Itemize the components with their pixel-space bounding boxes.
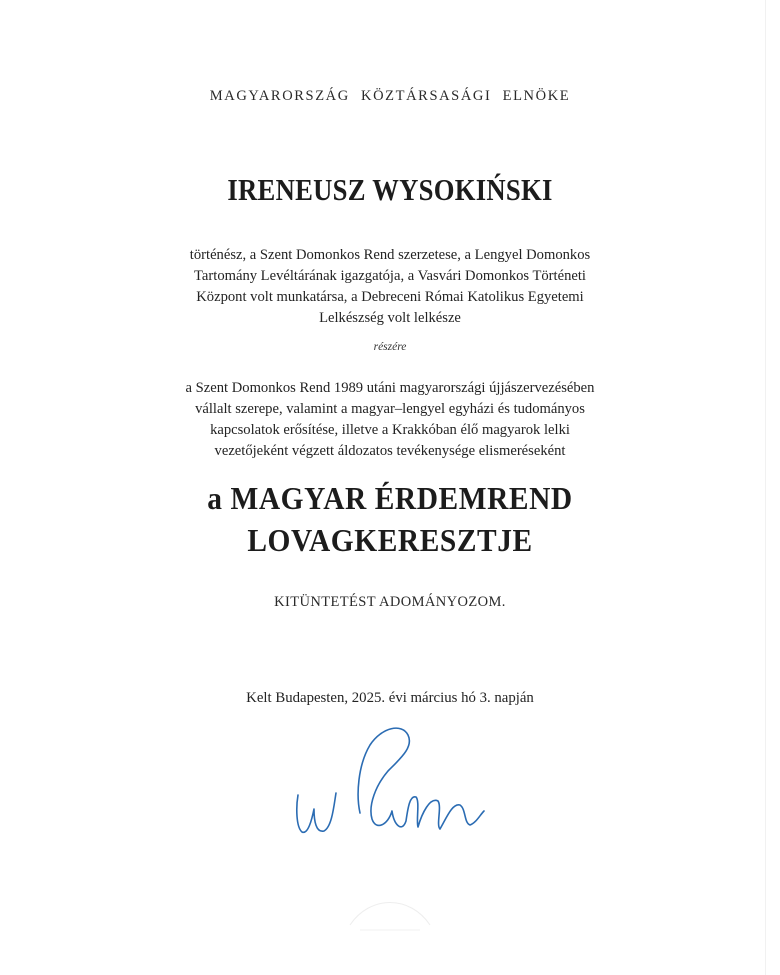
faint-seal-mark [340, 875, 440, 935]
reason-line: vállalt szerepe, valamint a magyar–lengyel egyházi és tudományos [195, 401, 585, 417]
grant-statement: KITÜNTETÉST ADOMÁNYOZOM. [274, 594, 506, 610]
award-title-line2: LOVAGKERESZTJE [247, 522, 533, 558]
description-line: Tartomány Levéltárának igazgatója, a Vasvári Domonkos Történeti [194, 268, 586, 284]
reason-line: vezetőjeként végzett áldozatos tevékenysége elismeréseként [214, 443, 566, 459]
date-line: Kelt Budapesten, 2025. évi március hó 3. napján [246, 690, 534, 706]
reason-line: a Szent Domonkos Rend 1989 utáni magyarországi újjászervezésében [185, 380, 595, 396]
recipient-name: IRENEUSZ WYSOKIŃSKI [227, 172, 553, 207]
description-line: történész, a Szent Domonkos Rend szerzetese, a Lengyel Domonkos [189, 247, 591, 263]
issuer-title: MAGYARORSZÁG KÖZTÁRSASÁGI ELNÖKE [209, 88, 571, 104]
award-title-line1: a MAGYAR ÉRDEMREND [207, 480, 573, 516]
reason-line: kapcsolatok erősítése, illetve a Krakkóban élő magyarok lelki [210, 422, 570, 438]
description-line: Lelkészség volt lelkésze [319, 310, 461, 326]
description-line: Központ volt munkatársa, a Debreceni Római Katolikus Egyetemi [196, 289, 584, 305]
page-edge [765, 0, 766, 975]
for-label: részére [373, 341, 407, 353]
signature [290, 715, 490, 845]
